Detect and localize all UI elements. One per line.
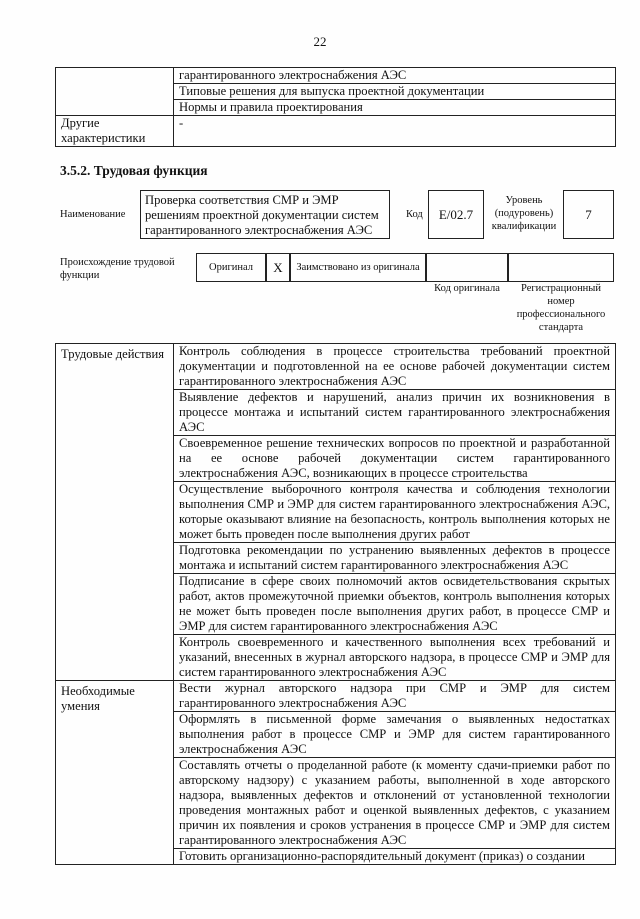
original-code-cell (426, 253, 508, 282)
page-number: 22 (313, 34, 327, 49)
code-label: Код (406, 209, 423, 220)
row-label: Другие характеристики (56, 116, 174, 147)
origin-strip (196, 253, 614, 282)
qualification-level-box: 7 (563, 190, 614, 239)
original-cell (196, 253, 266, 282)
labor-action-item: Контроль соблюдения в процессе строительства требований проектной документации и подготовленной на ее основе рабочей документации систем гарантированного электроснабжения АЭС (174, 344, 616, 390)
row-label (56, 68, 174, 116)
original-code-caption: Код оригинала (434, 283, 500, 294)
origin-label: Происхождение трудовой функции (60, 257, 175, 281)
level-label: Уровень (подуровень) квалификации (491, 195, 557, 232)
skill-item: Составлять отчеты о проделанной работе (к моменту сдачи-приемки работ по авторскому надзору) с указанием работы, выполненной в ходе авторского надзора, выявленных дефектов и отклонений от установленной технологии проведения монтажных работ и оценкой выявленных дефектов, с указанием причин их появления и сроков устранения в процессе СМР и ЭМР для систем гарантированного электроснабжения АЭС (174, 758, 616, 849)
labor-function-table (55, 343, 616, 865)
registration-number-cell (508, 253, 614, 282)
registration-number-caption: Регистрационный номер профессионального стандарта (516, 283, 606, 333)
row-text: - (174, 116, 616, 147)
row-text: гарантированного электроснабжения АЭС (174, 68, 616, 84)
table-row (56, 344, 616, 390)
section-heading: 3.5.2. Трудовая функция (60, 163, 208, 178)
skill-item: Готовить организационно-распорядительный документ (приказ) о создании (174, 849, 616, 865)
original-mark: X (273, 259, 283, 275)
original-label: Оригинал (209, 262, 253, 273)
table-row (56, 681, 616, 712)
labor-action-item: Осуществление выборочного контроля качества и соблюдения технологии выполнения СМР и ЭМР для систем гарантированного электроснабжения АЭС, которые оказывают влияние на безопасность, контроль выполнения которых не может быть проведен после выполнения других работ (174, 482, 616, 543)
labor-action-item: Своевременное решение технических вопросов по проектной и разработанной на ее основе рабочей документации систем гарантированного электроснабжения АЭС, возникающих в процессе строительства (174, 436, 616, 482)
original-mark-cell (266, 253, 290, 282)
row-text: Типовые решения для выпуска проектной документации (174, 84, 616, 100)
name-label: Наименование (60, 209, 126, 220)
labor-actions-label: Трудовые действия (56, 344, 174, 681)
function-code-box: Е/02.7 (428, 190, 484, 239)
labor-action-item: Контроль своевременного и качественного выполнения всех требований и указаний, внесенных в журнал авторского надзора, в процессе СМР и ЭМР для систем гарантированного электроснабжения АЭС (174, 635, 616, 681)
skill-item: Оформлять в письменной форме замечания о выявленных недостатках выполнения работ в процессе СМР и ЭМР для систем гарантированного электроснабжения АЭС (174, 712, 616, 758)
labor-action-item: Подписание в сфере своих полномочий актов освидетельствования скрытых работ, актов промежуточной приемки объектов, контроль выполнения которых не может быть проведен после выполнения других работ, в процессе СМР и ЭМР для систем гарантированного электроснабжения АЭС (174, 574, 616, 635)
table-row (56, 68, 616, 84)
top-continuation-table (55, 67, 616, 147)
row-text: Нормы и правила проектирования (174, 100, 616, 116)
skill-item: Вести журнал авторского надзора при СМР и ЭМР для систем гарантированного электроснабжения АЭС (174, 681, 616, 712)
skills-label: Необходимые умения (56, 681, 174, 865)
borrowed-label: Заимствовано из оригинала (296, 262, 420, 273)
borrowed-cell (290, 253, 426, 282)
table-row (56, 116, 616, 147)
function-name-box: Проверка соответствия СМР и ЭМР решениям проектной документации систем гарантированного электроснабжения АЭС (140, 190, 390, 239)
labor-action-item: Подготовка рекомендации по устранению выявленных дефектов в процессе монтажа и испытаний систем гарантированного электроснабжения АЭС (174, 543, 616, 574)
labor-action-item: Выявление дефектов и нарушений, анализ причин их возникновения в процессе монтажа и испытаний систем гарантированного электроснабжения АЭС (174, 390, 616, 436)
